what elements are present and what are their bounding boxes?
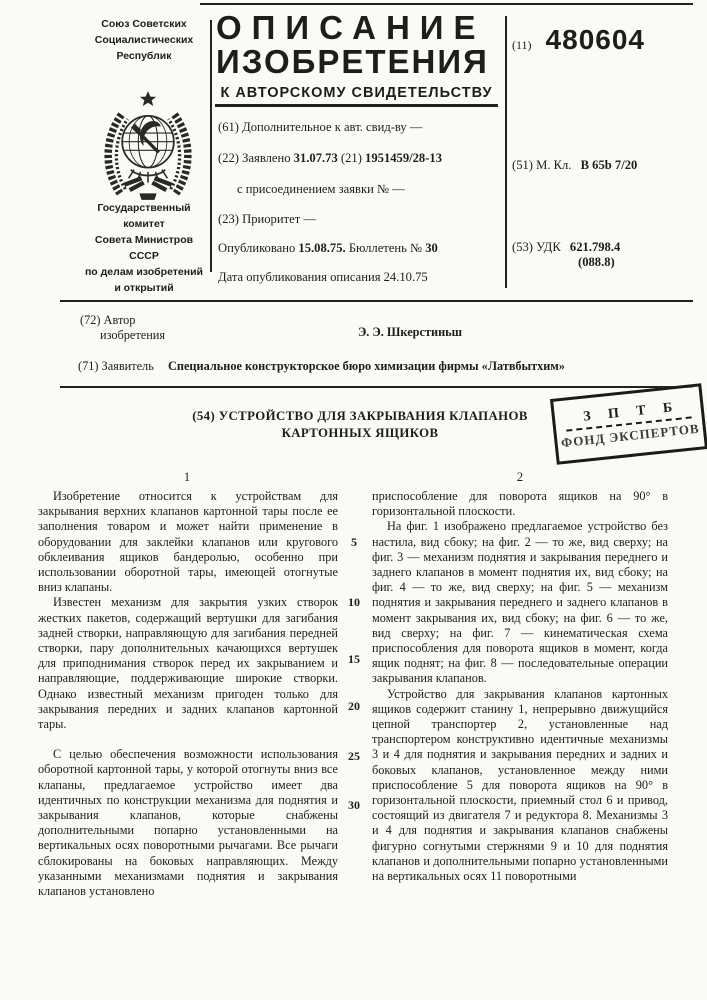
state-committee <box>82 200 206 296</box>
body-column-2 <box>372 489 668 884</box>
expert-fund-stamp <box>550 383 707 465</box>
country-line: Союз Советских <box>101 18 187 30</box>
column-number-2: 2 <box>516 470 524 484</box>
body-column-1 <box>38 489 338 899</box>
top-rule <box>200 3 693 5</box>
field-published <box>218 241 438 256</box>
filing-date: 31.07.73 <box>293 151 338 165</box>
doc-type-subtitle: К АВТОРСКОМУ СВИДЕТЕЛЬСТВУ <box>220 85 493 101</box>
field-description-date: Дата опубликования описания 24.10.75 <box>218 270 428 284</box>
paragraph: Известен механизм для закрытия узких створок жестких пакетов, содержащий вертушки для загибания задней створки, направляющую для загибания передней створки, пару дополнительных качающихся вертушек для приподнимания створок перед их закрыванием и направляющие, поддерживающие широкие створки. Однако известный механизм пригоден только для закрывания передних и задних клапанов картонной тары. <box>38 595 338 732</box>
country-line: Республик <box>116 50 172 62</box>
udc-value: 621.798.4 <box>569 240 621 254</box>
paragraph: С целью обеспечения возможности использования оборотной картонной тары, у которой отогнуты вниз все клапаны, предлагаемое устройство имеет два идентичных по конструкции механизма для поднятия и закрывания клапанов, которые снабжены дополнительными попарно установленными на вертикальных осях поворотными рычагами. Все рычаги сблокированы на боковых направляющих. Между указанными механизмами поднятия и закрывания клапанов установлено <box>38 747 338 899</box>
vertical-rule-left <box>210 20 212 272</box>
stamp-line2: ФОНД ЭКСПЕРТОВ <box>560 420 701 450</box>
author-label-1: (72) Автор <box>80 313 136 327</box>
invention-title-line2: КАРТОННЫХ ЯЩИКОВ <box>281 426 439 440</box>
doc-type-line2: ИЗОБРЕТЕНИЯ <box>216 43 489 80</box>
doc-type-line1: ОПИСАНИЕ <box>216 9 486 46</box>
publication-number: 480604 <box>545 24 645 55</box>
field-53-udc <box>512 240 620 255</box>
field-joined-application: с присоединением заявки № — <box>237 182 405 196</box>
paragraph: На фиг. 1 изображено предлагаемое устройство без настила, вид сбоку; на фиг. 2 — то же, вид сверху; на фиг. 3 — механизм поднятия и закрывания переднего и заднего клапанов в момент поднятия их, вид сбоку; на фиг. 4 — то же, вид сверху; на фиг. 5 — механизм поднятия и закрывания переднего и заднего клапанов в момент закрывания их, вид сбоку; на фиг. 6 — то же, вид сверху; на фиг. 7 — кинематическая схема приспособления для поворота ящиков в момент, когда ящик поднят; на фиг. 8 — последовательные операции закрывания клапанов. <box>372 519 668 686</box>
udc-label: (53) УДК <box>512 240 561 254</box>
class-value: B 65b 7/20 <box>580 158 638 172</box>
committee-line: по делам изобретений <box>84 266 204 278</box>
country-name <box>85 16 203 64</box>
udc-value-2: (088.8) <box>578 255 615 269</box>
published-label: Опубликовано <box>218 241 296 255</box>
paragraph: Устройство для закрывания клапанов картонных ящиков содержит станину 1, непрерывно движущийся цепной транспортер 2, установленные над транспортером конструктивно идентичные механизмы 3 и 4 для поднятия и закрывания передних и задних и боковых клапанов, установленное между ними приспособление 5 для поворота ящиков на 90° в горизонтальной плоскости, приемный стол 6 и привод, состоящий из двигателя 7 и редуктора 8. Механизмы 3 и 4 для поднятия и закрывания клапанов снабжены фигурно согнутыми стержнями 9 и 10 для поднятия клапанов и дополнительными попарно установленными на вертикальных осях 11 поворотными <box>372 686 668 884</box>
committee-line: и открытий <box>114 282 174 294</box>
line-number-10: 10 <box>348 595 360 609</box>
author-name: Э. Э. Шкерстиньш <box>357 325 463 339</box>
publication-date: 15.08.75. <box>298 241 346 255</box>
ussr-coat-of-arms-icon <box>94 90 202 202</box>
line-number-25: 25 <box>348 749 360 763</box>
committee-line: Совета Министров СССР <box>94 234 194 262</box>
column-number-1: 1 <box>183 470 191 484</box>
bulletin-number: 30 <box>425 241 438 255</box>
field-61: (61) Дополнительное к авт. свид-ву — <box>218 120 423 134</box>
stamp-line1: З П Т Б <box>582 399 680 425</box>
field-22-label: (22) Заявлено <box>218 151 291 165</box>
line-number-15: 15 <box>348 652 360 666</box>
subtitle-underline <box>215 104 498 107</box>
line-number-30: 30 <box>348 798 360 812</box>
applicant-label: (71) Заявитель <box>78 359 154 373</box>
field-22-21 <box>218 151 442 166</box>
bulletin-label: Бюллетень № <box>348 241 423 255</box>
application-number: 1951459/28-13 <box>365 151 443 165</box>
field-23-priority: (23) Приоритет — <box>218 212 316 226</box>
invention-title-line1: (54) УСТРОЙСТВО ДЛЯ ЗАКРЫВАНИЯ КЛАПАНОВ <box>192 409 528 423</box>
paragraph: Изобретение относится к устройствам для закрывания верхних клапанов картонной тары после ее заполнения товаром и может найти применение в оборудовании для заклейки клапанов или кругового обклеивания ящиков бандеролью, особенно при использовании оборотной тары, имеющей отогнутые вниз клапаны. <box>38 489 338 595</box>
applicant-name: Специальное конструкторское бюро химизации фирмы «Латвбытхим» <box>168 359 565 373</box>
vertical-rule-right <box>505 16 507 288</box>
class-label: (51) М. Кл. <box>512 158 572 172</box>
paragraph: приспособление для поворота ящиков на 90° в горизонтальной плоскости. <box>372 489 668 519</box>
line-number-20: 20 <box>348 699 360 713</box>
pub-number-code: (11) <box>512 38 532 52</box>
parties-bottom-rule <box>60 386 693 388</box>
country-line: Социалистических <box>94 34 194 46</box>
author-label-2: изобретения <box>100 328 166 342</box>
committee-line: Государственный комитет <box>97 202 191 230</box>
line-number-5: 5 <box>351 535 357 549</box>
field-21-label: (21) <box>340 151 362 165</box>
masthead-bottom-rule <box>60 300 693 302</box>
field-51-class <box>512 158 637 173</box>
publication-number-block <box>512 24 645 56</box>
